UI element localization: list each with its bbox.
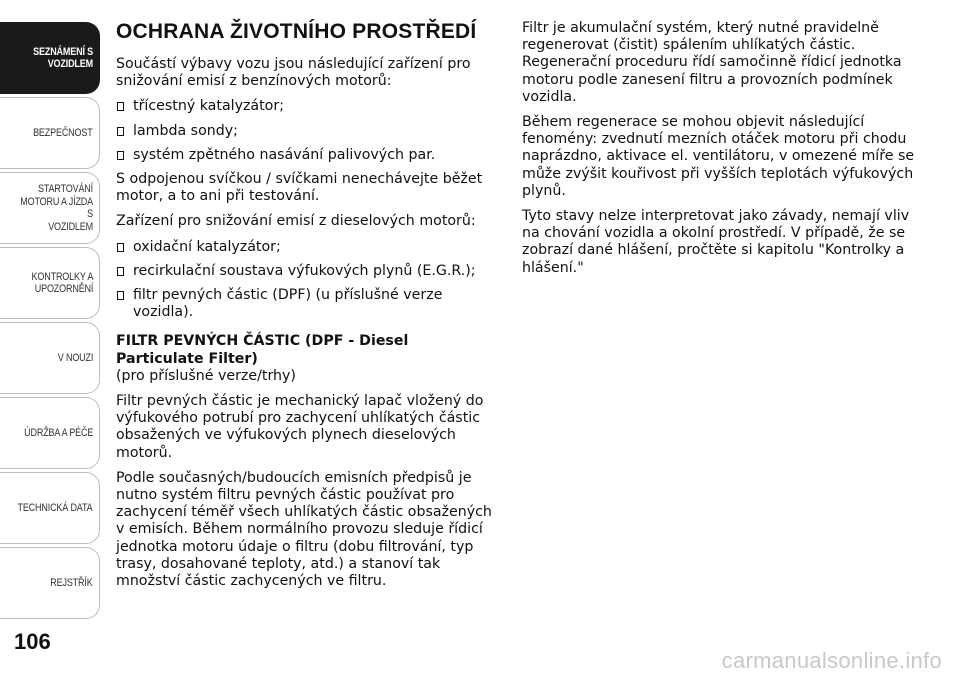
- checkbox-bullet-icon: [117, 102, 124, 111]
- warning-paragraph: S odpojenou svíčkou / svíčkami nenechávejte běžet motor, a to ani při testování.: [116, 171, 483, 205]
- checkbox-bullet-icon: [117, 267, 124, 276]
- list-item-text: systém zpětného nasávání palivových par.: [133, 146, 436, 163]
- dpf-paragraph-2: Podle současných/budoucích emisních předpisů je nutno systém filtru pevných částic používat pro zachycení téměř všech uhlíkatých částic obsažených v emisích. Během normálního provozu sleduje řídicí jednotka motoru údaje o filtru (dobu filtrování, typ trasy, dosahované teploty, atd.) a stanoví tak množství částic zachycených ve filtru.: [116, 469, 492, 590]
- tab-label: STARTOVÁNÍ MOTORU A JÍZDA S VOZIDLEM: [20, 183, 93, 233]
- list-item: [116, 123, 500, 140]
- tab-label: SEZNÁMENÍ S VOZIDLEM: [33, 45, 93, 70]
- checkbox-bullet-icon: [117, 127, 124, 136]
- not-fault-paragraph: Tyto stavy nelze interpretovat jako závady, nemají vliv na chování vozidla a okolní prostředí. V případě, že se zobrazí dané hlášení, pročtěte si kapitolu "Kontrolky a hlášení.": [522, 208, 910, 276]
- checkbox-bullet-icon: [117, 291, 124, 300]
- checkbox-bullet-icon: [117, 151, 124, 160]
- tab-label: ÚDRŽBA A PÉČE: [23, 426, 93, 439]
- list-item-text: třícestný katalyzátor;: [133, 98, 284, 115]
- page-title: OCHRANA ŽIVOTNÍHO PROSTŘEDÍ: [116, 20, 477, 43]
- intro-paragraph: Součástí výbavy vozu jsou následující zařízení pro snižování emisí z benzínových motorů:: [116, 56, 471, 90]
- tab-label: KONTROLKY A UPOZORNĚNÍ: [31, 270, 93, 295]
- dpf-paragraph-1: Filtr pevných částic je mechanický lapač vložený do výfukového potrubí pro zachycení uhlíkatých částic obsažených ve výfukových plynech dieselových motorů.: [116, 393, 484, 461]
- dpf-heading: FILTR PEVNÝCH ČÁSTIC (DPF - Diesel Particulate Filter): [116, 333, 409, 367]
- list-item: [116, 98, 500, 115]
- tab-v-nouzi[interactable]: [0, 322, 100, 394]
- phenomena-paragraph: Během regenerace se mohou objevit následující fenomény: zvednutí mezních otáček motoru při chodu naprázdno, aktivace el. ventilátoru, v omezené míře se může zvýšit kouřivost při vyšších teplotách výfukových plynů.: [522, 114, 915, 199]
- tab-seznameni-s-vozidlem[interactable]: [0, 22, 100, 94]
- tab-label: BEZPEČNOST: [33, 126, 93, 139]
- tab-label: TECHNICKÁ DATA: [17, 501, 93, 514]
- left-column: [116, 20, 500, 598]
- dpf-note: (pro příslušné verze/trhy): [116, 367, 296, 384]
- page-number: 106: [14, 629, 51, 654]
- diesel-intro-paragraph: Zařízení pro snižování emisí z dieselových motorů:: [116, 213, 476, 230]
- list-item: [116, 239, 500, 256]
- tab-kontrolky-a-upozorneni[interactable]: [0, 247, 100, 319]
- list-item: [116, 263, 500, 280]
- list-item: [116, 147, 500, 164]
- list-item-text: filtr pevných částic (DPF) (u příslušné verze vozidla).: [133, 287, 443, 321]
- petrol-emission-list: [116, 98, 500, 164]
- tab-startovani-motoru[interactable]: [0, 172, 100, 244]
- tab-label: V NOUZI: [57, 351, 93, 364]
- tab-label: REJSTŘÍK: [50, 576, 93, 589]
- tab-udrzba-a-pece[interactable]: [0, 397, 100, 469]
- checkbox-bullet-icon: [117, 243, 124, 252]
- list-item-text: lambda sondy;: [133, 122, 238, 139]
- watermark: carmanualsonline.info: [721, 648, 942, 673]
- tab-bezpecnost[interactable]: [0, 97, 100, 169]
- list-item-text: oxidační katalyzátor;: [133, 238, 281, 255]
- regeneration-paragraph: Filtr je akumulační systém, který nutné pravidelně regenerovat (čistit) spálením uhlíkatých částic. Regenerační proceduru řídí samočinně řídicí jednotka motoru podle zanesení filtru a provozních podmínek vozidla.: [522, 20, 902, 105]
- diesel-emission-list: [116, 239, 500, 322]
- tab-technicka-data[interactable]: [0, 472, 100, 544]
- tab-rejstrik[interactable]: [0, 547, 100, 619]
- list-item-text: recirkulační soustava výfukových plynů (E.G.R.);: [133, 262, 476, 279]
- chapter-tabs: [0, 22, 100, 622]
- list-item: [116, 287, 500, 321]
- right-column: [522, 20, 917, 285]
